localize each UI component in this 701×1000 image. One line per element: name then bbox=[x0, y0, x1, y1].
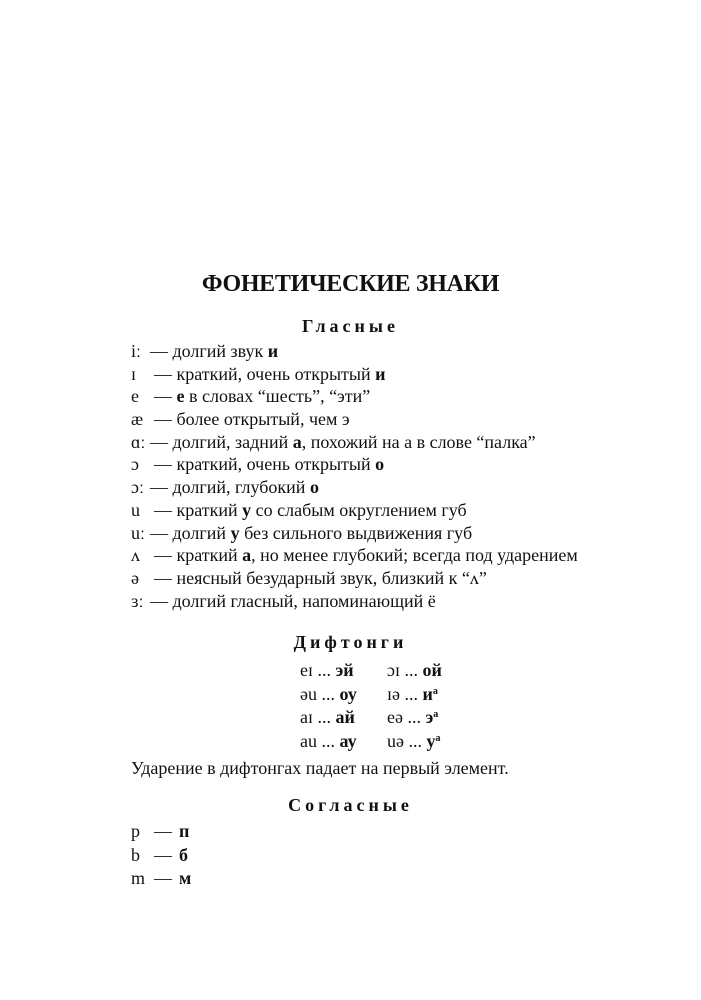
diphthong-row bbox=[300, 730, 442, 754]
ipa-symbol: ɑː bbox=[131, 431, 146, 452]
diphthong-ipa: eɪ ... bbox=[300, 660, 336, 680]
description-text: — долгий гласный, напоминающий ё bbox=[150, 590, 436, 611]
description-rest: , похожий на а в слове “палка” bbox=[301, 431, 536, 452]
list-item bbox=[131, 499, 578, 522]
russian-letter: о bbox=[375, 454, 385, 475]
ipa-symbol: ɪ bbox=[131, 363, 137, 384]
ipa-symbol: iː bbox=[131, 341, 142, 361]
ipa-symbol: b bbox=[131, 844, 140, 865]
description-text: — долгий звук bbox=[150, 341, 268, 361]
diphthong-row bbox=[300, 706, 442, 730]
russian-letter: и bbox=[267, 341, 279, 361]
vowel-description bbox=[154, 544, 578, 567]
russian-letter: е bbox=[176, 386, 185, 407]
description-text: — долгий bbox=[150, 522, 231, 543]
vowel-description bbox=[150, 431, 536, 454]
vowel-description bbox=[154, 567, 487, 590]
diphthong-row bbox=[300, 659, 442, 683]
diphthong-cell bbox=[300, 659, 387, 683]
diphthong-ipa: ɪə ... bbox=[387, 683, 423, 704]
russian-letter: п bbox=[179, 821, 190, 841]
list-item bbox=[131, 476, 578, 499]
ipa-symbol: ɔː bbox=[131, 477, 144, 498]
list-item bbox=[131, 590, 578, 613]
russian-letter: о bbox=[309, 477, 319, 498]
page-title: ФОНЕТИЧЕСКИЕ ЗНАКИ bbox=[201, 271, 500, 297]
ipa-symbol: ə bbox=[131, 567, 139, 588]
diphthong-superscript: а bbox=[435, 732, 441, 744]
diphthong-ipa: uə ... bbox=[387, 730, 427, 751]
russian-letter: у bbox=[242, 499, 252, 520]
ipa-symbol: p bbox=[131, 821, 140, 841]
russian-letter: м bbox=[179, 868, 192, 888]
description-rest: в словах “шесть”, “эти” bbox=[184, 386, 371, 407]
vowel-description bbox=[150, 522, 472, 545]
diphthong-grid bbox=[300, 659, 442, 753]
description-text: — краткий, очень открытый bbox=[154, 454, 376, 475]
ipa-symbol: u bbox=[131, 499, 140, 520]
description-text: — bbox=[154, 386, 177, 407]
list-item bbox=[131, 431, 578, 454]
description-text: — краткий, очень открытый bbox=[154, 363, 376, 384]
diphthong-row bbox=[300, 683, 442, 707]
description-rest: без сильного выдвижения губ bbox=[239, 522, 473, 543]
dash: — bbox=[154, 821, 172, 841]
diphthong-cell bbox=[387, 706, 438, 730]
diphthong-cell bbox=[300, 730, 387, 754]
description-text: — долгий, глубокий bbox=[150, 477, 310, 498]
ipa-symbol: ʌ bbox=[131, 545, 140, 566]
diphthong-russian: э bbox=[425, 707, 434, 727]
diphthong-cell bbox=[387, 730, 441, 754]
diphthong-superscript: а bbox=[432, 685, 438, 697]
vowel-description bbox=[154, 499, 467, 522]
list-item bbox=[131, 363, 578, 386]
consonants-heading: Согласные bbox=[288, 795, 413, 815]
diphthong-ipa: au ... bbox=[300, 730, 340, 751]
vowel-list bbox=[131, 340, 578, 612]
list-item bbox=[131, 340, 578, 363]
diphthong-superscript: а bbox=[433, 709, 439, 720]
ipa-symbol: ɜː bbox=[131, 590, 144, 611]
list-item bbox=[131, 544, 578, 567]
description-text: — краткий bbox=[154, 499, 243, 520]
diphthong-cell bbox=[387, 659, 442, 683]
diphthong-ipa: aɪ ... bbox=[300, 707, 336, 727]
diphthong-russian: и bbox=[422, 683, 433, 704]
diphthong-ipa: eə ... bbox=[387, 707, 426, 727]
list-item bbox=[131, 453, 578, 476]
list-item bbox=[131, 567, 578, 590]
diphthong-ipa: ɔɪ ... bbox=[387, 660, 423, 680]
diphthong-russian: ой bbox=[422, 660, 442, 680]
list-item bbox=[131, 820, 191, 844]
vowel-description bbox=[150, 340, 278, 363]
vowels-heading: Гласные bbox=[302, 316, 399, 336]
list-item bbox=[131, 867, 191, 891]
description-rest: со слабым округлением губ bbox=[251, 499, 467, 520]
diphthong-russian: ай bbox=[335, 707, 355, 727]
vowel-description bbox=[150, 476, 319, 499]
ipa-symbol: uː bbox=[131, 522, 146, 543]
description-text: — неясный безударный звук, близкий к “ʌ” bbox=[154, 567, 487, 588]
list-item bbox=[131, 844, 191, 868]
list-item bbox=[131, 522, 578, 545]
diphthong-cell bbox=[300, 683, 387, 707]
ipa-symbol: m bbox=[131, 868, 146, 888]
vowel-description bbox=[154, 453, 384, 476]
ipa-symbol: ɔ bbox=[131, 454, 139, 475]
diphthong-ipa: əu ... bbox=[300, 683, 340, 704]
stress-note: Ударение в дифтонгах падает на первый элемент. bbox=[131, 758, 509, 778]
description-text: — краткий bbox=[154, 545, 243, 566]
description-text: — долгий, задний bbox=[150, 431, 293, 452]
vowel-description bbox=[154, 363, 386, 386]
diphthong-russian: эй bbox=[335, 660, 354, 680]
vowel-description bbox=[154, 408, 350, 431]
ipa-symbol: e bbox=[131, 386, 139, 407]
russian-letter: б bbox=[179, 844, 188, 865]
description-text: — более открытый, чем э bbox=[154, 409, 350, 430]
description-rest: , но менее глубокий; всегда под ударением bbox=[251, 545, 578, 566]
russian-letter: у bbox=[230, 522, 240, 543]
diphthong-cell bbox=[300, 706, 387, 730]
diphthong-russian: оу bbox=[339, 683, 357, 704]
dash: — bbox=[154, 844, 172, 865]
russian-letter: а bbox=[292, 431, 302, 452]
diphthong-russian: ау bbox=[339, 730, 357, 751]
diphthong-russian: у bbox=[426, 730, 436, 751]
russian-letter: и bbox=[375, 363, 386, 384]
vowel-description bbox=[154, 385, 370, 408]
russian-letter: а bbox=[242, 545, 252, 566]
list-item bbox=[131, 385, 578, 408]
consonant-list bbox=[131, 820, 191, 891]
list-item bbox=[131, 408, 578, 431]
diphthongs-heading: Дифтонги bbox=[293, 632, 408, 652]
diphthong-cell bbox=[387, 683, 438, 707]
vowel-description bbox=[150, 590, 436, 613]
dash: — bbox=[154, 868, 172, 888]
ipa-symbol: æ bbox=[131, 409, 144, 430]
